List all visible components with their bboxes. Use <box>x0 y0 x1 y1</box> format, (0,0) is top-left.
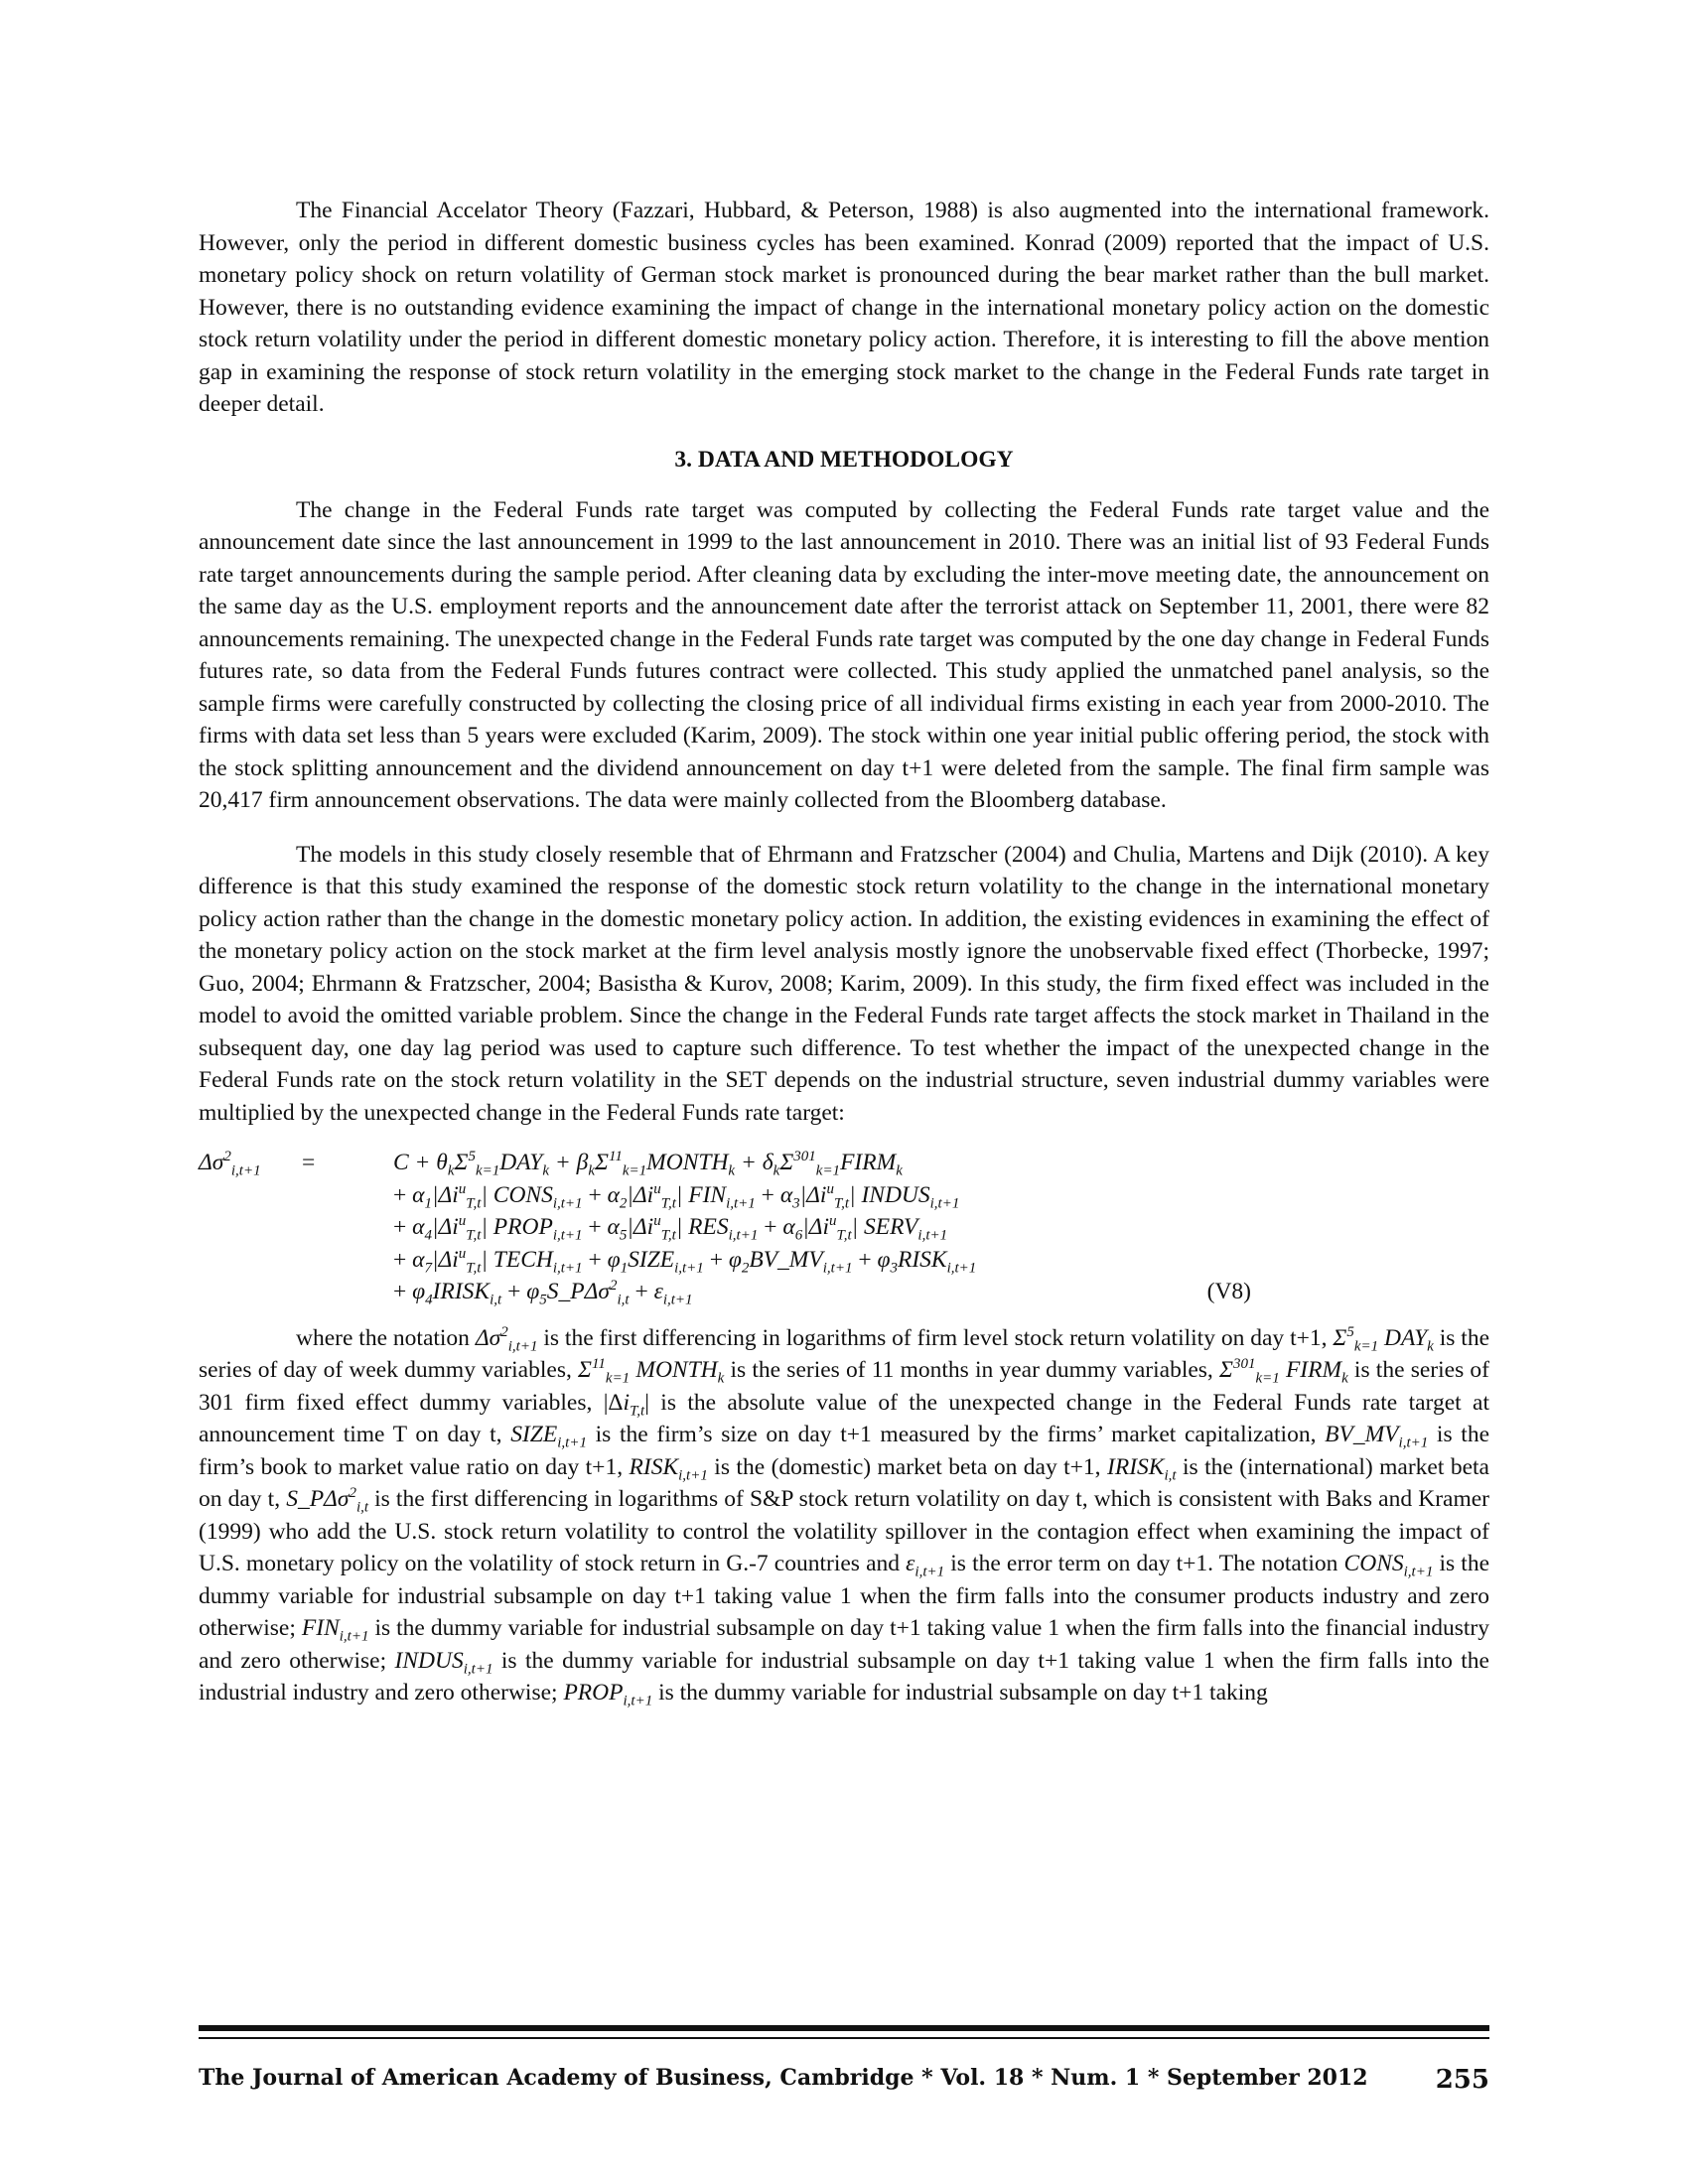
footer-rule-thin <box>199 2037 1489 2039</box>
equation-line-5: + $\varphi_4IRISK_{i,t}$ + $\varphi_5S\_P\Delta\sigma^2_{i,t} + \varepsilon_{i,t+1}$ <box>393 1278 693 1308</box>
equation-line-1: $C + \theta_k\Sigma^5_{k=1}DAY_k$ + $\beta_k\Sigma^{11}_{k=1}MONTH_k$ + $\delta_k\Sigma^{301}_{k=1}FIRM_k$ <box>393 1149 903 1179</box>
equation-line-4: + $\alpha_7|\Delta i^u_{T,t}|$ $TECH_{i,t+1}$ + $\varphi_1SIZE_{i,t+1}$ + $\varphi_2BV\_MV_{i,t+1}$ + $\varphi_3RISK_{i,t+1}$ <box>393 1245 977 1277</box>
equation-line-3: + $\alpha_4|\Delta i^u_{T,t}|$ $PROP_{i,t+1} + \alpha_5|\Delta i^u_{T,t}|$ $RES_{i,t+1} + \alpha_6|\Delta i^u_{T,t}|$ $SERV_{i,t+1}$ <box>393 1213 948 1244</box>
footer-rule-thick <box>199 2025 1489 2031</box>
equation-line-2: + $\alpha_1|\Delta i^u_{T,t}|$ $CONS_{i,t+1} + \alpha_2|\Delta i^u_{T,t}|$ $FIN_{i,t+1} + \alpha_3|\Delta i^u_{T,t}|$ $INDUS_{i,t+1}$ <box>393 1180 960 1212</box>
journal-citation: The Journal of American Academy of Business, Cambridge * Vol. 18 * Num. 1 * September 2012 <box>199 2065 1368 2091</box>
equation-equals: = <box>302 1150 316 1175</box>
page-footer <box>199 2065 1489 2095</box>
page-number: 255 <box>1435 2065 1489 2095</box>
paragraph-models: The models in this study closely resemble that of Ehrmann and Fratzscher (2004) and Chulia, Martens and Dijk (2010). A key difference is that this study examined the response of the domestic stock return volatility to the change in the international monetary policy action rather than the change in the domestic monetary policy action. In addition, the existing evidences in examining the effect of the monetary policy action on the stock market at the firm level analysis mostly ignore the unobservable fixed effect (Thorbecke, 1997; Guo, 2004; Ehrmann & Fratzscher, 2004; Basistha & Kurov, 2008; Karim, 2009). In this study, the firm fixed effect was included in the model to avoid the omitted variable problem. Since the change in the Federal Funds rate target affects the stock market in Thailand in the subsequent day, one day lag period was used to capture such difference. To test whether the impact of the unexpected change in the Federal Funds rate on the stock return volatility in the SET depends on the industrial structure, seven industrial dummy variables were multiplied by the unexpected change in the Federal Funds rate target: <box>199 841 1489 1126</box>
page-content <box>199 195 1489 1709</box>
equation-tag: (V8) <box>1206 1279 1251 1304</box>
equation-lhs: $\Delta\sigma^2_{i,t+1}$ <box>199 1149 261 1179</box>
paragraph-notation: where the notation $\Delta\sigma^2_{i,t+1}$ is the first differencing in logarithms of firm level stock return volatility on day t+1, $\Sigma^5_{k=1}$ $DAY_k$ is the series of day of week dummy variables, $\Sigma^{11}_{k=1}$ $MONTH_k$ is the series of 11 months in year dummy variables, $\Sigma^{301}_{k=1}$ $FIRM_k$ is the series of 301 firm fixed effect dummy variables, $|\Delta i_{T,t}|$ is the absolute value of the unexpected change in the Federal Funds rate target at announcement time T on day t, $SIZE_{i,t+1}$ is the firm’s size on day t+1 measured by the firms’ market capitalization, $BV\_MV_{i,t+1}$ is the firm’s book to market value ratio on day t+1, $RISK_{i,t+1}$ is the (domestic) market beta on day t+1, $IRISK_{i,t}$ is the (international) market beta on day t, S_PΔσ$^2_{i,t}$ is the first differencing in logarithms of S&P stock return volatility on day t, which is consistent with Baks and Kramer (1999) who add the U.S. stock return volatility to control the volatility spillover in the contagion effect when examining the impact of U.S. monetary policy on the volatility of stock return in G.-7 countries and $\varepsilon_{i,t+1}$ is the error term on day t+1. The notation $CONS_{i,t+1}$ is the dummy variable for industrial subsample on day t+1 taking value 1 when the firm falls into the consumer products industry and zero otherwise; $FIN_{i,t+1}$ is the dummy variable for industrial subsample on day t+1 taking value 1 when the firm falls into the financial industry and zero otherwise; $INDUS_{i,t+1}$ is the dummy variable for industrial subsample on day t+1 taking value 1 when the firm falls into the industrial industry and zero otherwise; $PROP_{i,t+1}$ is the dummy variable for industrial subsample on day t+1 taking <box>199 1323 1489 1709</box>
paragraph-data: The change in the Federal Funds rate target was computed by collecting the Federal Funds rate target value and the announcement date since the last announcement in 1999 to the last announcement in 2010. There was an initial list of 93 Federal Funds rate target announcements during the sample period. After cleaning data by excluding the inter-move meeting date, the announcement on the same day as the U.S. employment reports and the announcement date after the terrorist attack on September 11, 2001, there were 82 announcements remaining. The unexpected change in the Federal Funds rate target was computed by the one day change in Federal Funds futures rate, so data from the Federal Funds futures contract were collected. This study applied the unmatched panel analysis, so the sample firms were carefully constructed by collecting the closing price of all individual firms existing in each year from 2000-2010. The firms with data set less than 5 years were excluded (Karim, 2009). The stock within one year initial public offering period, the stock with the stock splitting announcement and the dividend announcement on day t+1 were deleted from the sample. The final firm sample was 20,417 firm announcement observations. The data were mainly collected from the Bloomberg database. <box>199 496 1489 813</box>
section-heading: 3. DATA AND METHODOLOGY <box>674 446 1014 473</box>
paragraph-financial-accelerator: The Financial Accelator Theory (Fazzari, Hubbard, & Peterson, 1988) is also augmented into the international framework. However, only the period in different domestic business cycles has been examined. Konrad (2009) reported that the impact of U.S. monetary policy shock on return volatility of German stock market is pronounced during the bear market rather than the bull market. However, there is no outstanding evidence examining the impact of change in the international monetary policy action on the domestic stock return volatility under the period in different domestic monetary policy action. Therefore, it is interesting to fill the above mention gap in examining the response of stock return volatility in the emerging stock market to the change in the Federal Funds rate target in deeper detail. <box>199 198 1489 417</box>
equation-v8 <box>199 1147 1489 1308</box>
